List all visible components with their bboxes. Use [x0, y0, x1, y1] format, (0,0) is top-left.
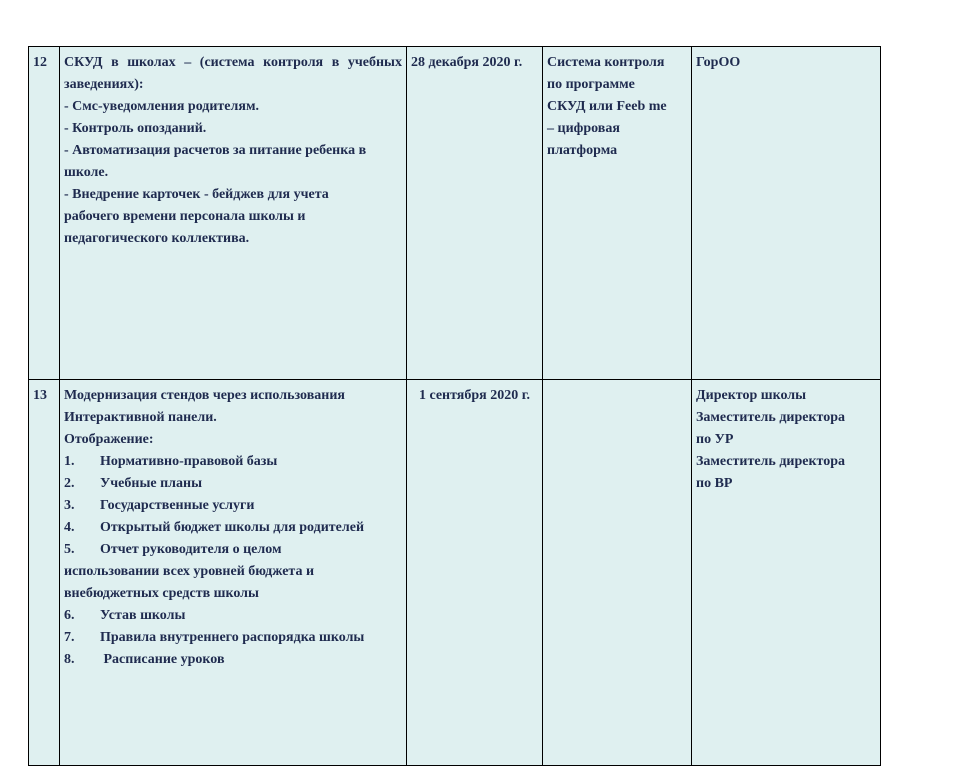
list-item-text: Открытый бюджет школы для родителей	[100, 520, 365, 535]
bullet-item: - Смс-уведомления родителям.	[64, 99, 259, 114]
responsible-cell	[692, 380, 881, 766]
bullet-item: - Контроль опозданий.	[64, 121, 207, 136]
list-item	[64, 539, 402, 561]
date-cell	[407, 380, 543, 766]
bullet-item: педагогического коллектива.	[64, 231, 250, 246]
list-item-text: Отчет руководителя о целом	[100, 542, 282, 557]
list-item-number: 5.	[64, 542, 75, 557]
responsible-line: по УР	[696, 432, 734, 447]
tool-line: Система контроля	[547, 55, 665, 70]
bullet-item: школе.	[64, 165, 109, 180]
responsible-line: Заместитель директора	[696, 454, 846, 469]
list-item-text: Устав школы	[100, 608, 186, 623]
tool-cell	[543, 47, 692, 380]
responsible-line: Заместитель директора	[696, 410, 846, 425]
list-item	[64, 627, 402, 649]
description-line: Интерактивной панели.	[64, 410, 217, 425]
list-item	[64, 495, 402, 517]
list-item-text: Государственные услуги	[100, 498, 255, 513]
table-row	[29, 380, 881, 766]
list-item-text: Учебные планы	[100, 476, 203, 491]
list-item-text: Правила внутреннего распорядка школы	[100, 630, 365, 645]
row-number-cell	[29, 47, 60, 380]
description-cell	[60, 47, 407, 380]
tool-line: – цифровая	[547, 121, 620, 136]
list-item-text: Нормативно-правовой базы	[100, 454, 278, 469]
responsible-cell	[692, 47, 881, 380]
list-item-number: 1.	[64, 454, 75, 469]
date-cell	[407, 47, 543, 380]
row-number: 13	[33, 388, 47, 403]
date-text: 1 сентября 2020 г.	[418, 388, 531, 403]
description-line: заведениях):	[64, 77, 144, 92]
list-item	[64, 517, 402, 539]
list-item-text: Расписание уроков	[100, 652, 225, 667]
description-cell	[60, 380, 407, 766]
bullet-item: рабочего времени персонала школы и	[64, 209, 306, 224]
list-item-continuation: внебюджетных средств школы	[64, 586, 259, 601]
list-item-number: 2.	[64, 476, 75, 491]
responsible-line: ГорОО	[696, 55, 741, 70]
table-row	[29, 47, 881, 380]
row-number: 12	[33, 55, 47, 70]
tool-line: платформа	[547, 143, 618, 158]
list-item-number: 7.	[64, 630, 75, 645]
bullet-item: - Автоматизация расчетов за питание ребенка в	[64, 143, 367, 158]
responsible-line: Директор школы	[696, 388, 807, 403]
list-item	[64, 649, 402, 671]
list-item	[64, 451, 402, 473]
description-line: Модернизация стендов через использования	[64, 388, 345, 403]
bullet-item: - Внедрение карточек - бейджев для учета	[64, 187, 329, 202]
row-number-cell	[29, 380, 60, 766]
date-text: 28 декабря 2020 г.	[411, 55, 523, 70]
responsible-line: по ВР	[696, 476, 733, 491]
description-line: СКУД в школах – (система контроля в учебных	[64, 55, 402, 70]
list-item-number: 3.	[64, 498, 75, 513]
tool-cell	[543, 380, 692, 766]
plan-table	[28, 46, 881, 766]
tool-line: по программе	[547, 77, 635, 92]
description-line: Отображение:	[64, 432, 154, 447]
list-item-number: 6.	[64, 608, 75, 623]
list-item-number: 4.	[64, 520, 75, 535]
list-item-continuation: использовании всех уровней бюджета и	[64, 564, 315, 579]
list-item-number: 8.	[64, 652, 75, 667]
list-item	[64, 473, 402, 495]
tool-line: СКУД или Feeb me	[547, 99, 667, 114]
list-item	[64, 605, 402, 627]
